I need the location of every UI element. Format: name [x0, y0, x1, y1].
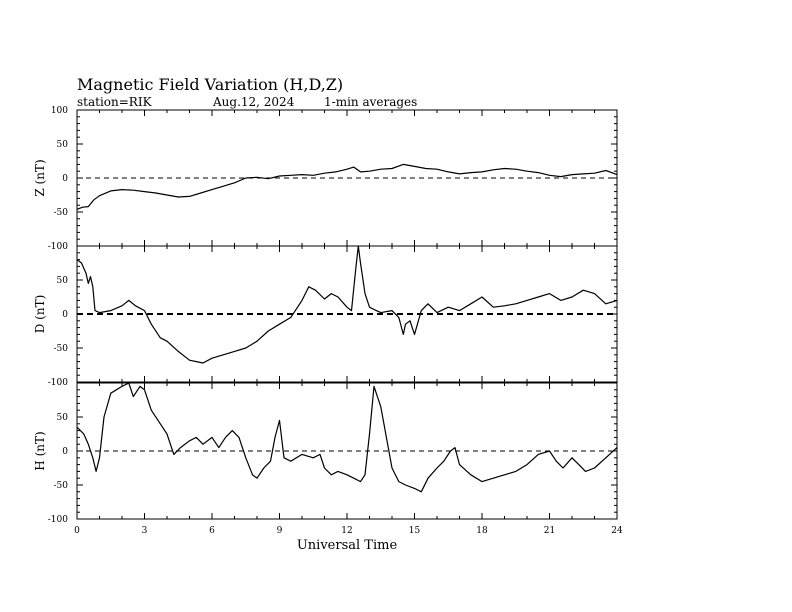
y-axis-label: D (nT) [33, 294, 47, 334]
series-line [77, 164, 617, 209]
y-tick-label: 100 [50, 106, 68, 116]
series-line [77, 383, 617, 492]
x-tick-label: 3 [141, 526, 148, 536]
series-line [77, 246, 617, 363]
averaging-label: 1-min averages [324, 95, 418, 109]
y-tick-label: 0 [62, 447, 68, 457]
x-tick-label: 21 [543, 526, 556, 536]
chart-title: Magnetic Field Variation (H,D,Z) [77, 75, 344, 94]
y-tick-label: -100 [47, 378, 68, 388]
x-tick-label: 12 [341, 526, 353, 536]
station-label: station=RIK [77, 95, 152, 109]
x-tick-label: 6 [209, 526, 215, 536]
y-tick-label: -50 [53, 208, 68, 218]
y-tick-label: -50 [53, 481, 68, 491]
y-axis-label: Z (nT) [33, 159, 47, 197]
y-tick-label: 0 [62, 174, 68, 184]
y-tick-label: 50 [56, 276, 68, 286]
date-label: Aug.12, 2024 [213, 95, 295, 109]
x-tick-label: 0 [74, 526, 80, 536]
y-tick-label: -100 [47, 242, 68, 252]
y-tick-label: 50 [56, 140, 68, 150]
y-tick-label: 0 [62, 310, 68, 320]
x-tick-label: 9 [276, 526, 283, 536]
x-tick-label: 24 [611, 526, 623, 536]
x-tick-label: 15 [408, 526, 421, 536]
y-tick-label: -100 [47, 515, 68, 525]
y-axis-label: H (nT) [33, 431, 47, 471]
x-axis-label: Universal Time [296, 538, 398, 553]
y-tick-label: -50 [53, 344, 68, 354]
x-tick-label: 18 [476, 526, 488, 536]
y-tick-label: 50 [56, 413, 68, 423]
